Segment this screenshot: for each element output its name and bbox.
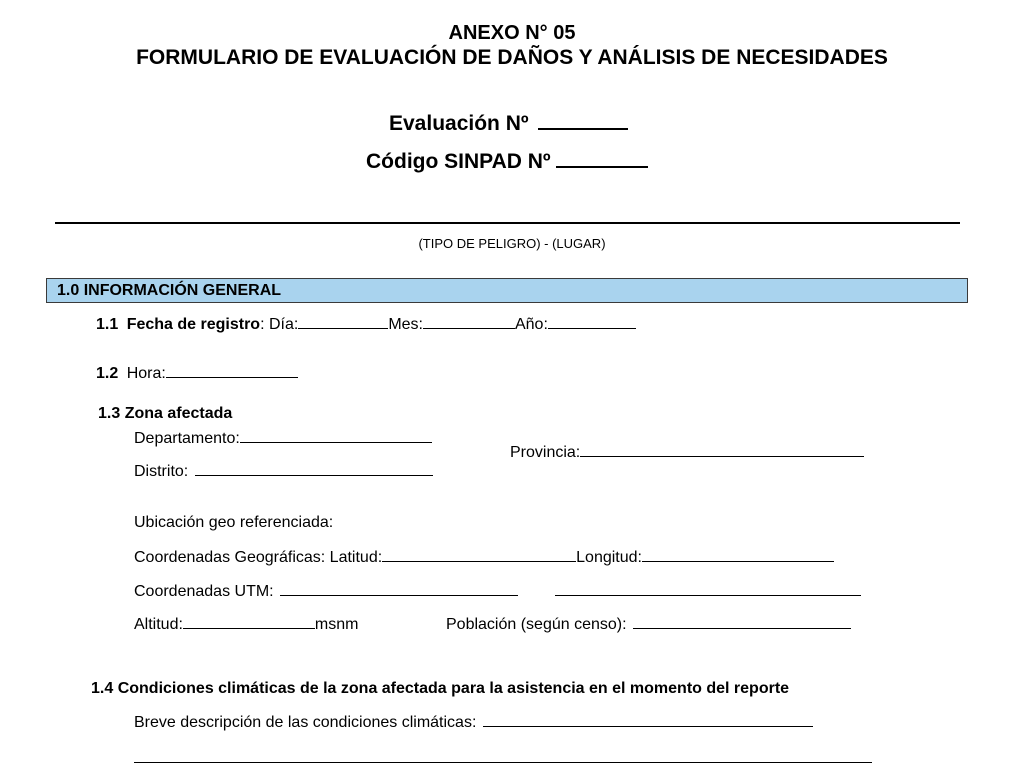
hora-row [96,363,298,383]
form-title: FORMULARIO DE EVALUACIÓN DE DAÑOS Y ANÁLISIS DE NECESIDADES [136,46,888,69]
latitud-field[interactable] [382,547,576,562]
codigo-input-line[interactable] [556,165,648,168]
mes-label: Mes: [388,316,423,333]
hora-label: Hora: [126,365,166,382]
longitud-label: Longitud: [576,549,642,566]
altitud-field[interactable] [183,614,315,629]
fecha-number: 1.1 [96,316,119,333]
anio-field[interactable] [548,314,636,329]
distrito-field[interactable] [195,461,433,476]
latitud-label: Coordenadas Geográficas: Latitud: [134,549,383,566]
fecha-label: Fecha de registro [126,316,261,333]
hora-number: 1.2 [96,365,119,382]
zona-label: Zona afectada [124,405,233,422]
section-title: 1.0 INFORMACIÓN GENERAL [57,282,282,299]
hora-field[interactable] [166,363,298,378]
zona-number: 1.3 [98,405,121,422]
clima-label: Condiciones climáticas de la zona afectada para la asistencia en el momento del reporte [117,680,790,697]
clima-heading [91,680,789,698]
clima-descripcion-field-2[interactable] [134,762,872,763]
departamento-field[interactable] [240,428,432,443]
evaluacion-number [389,112,628,136]
provincia-label: Provincia: [510,444,581,461]
altitud-label: Altitud: [134,616,183,633]
codigo-label: Código SINPAD Nº [366,150,551,173]
poblacion-row [446,614,851,634]
longitud-field[interactable] [642,547,834,562]
departamento-label: Departamento: [134,430,240,447]
clima-descripcion-field[interactable] [483,712,813,727]
msnm-label: msnm [314,616,359,633]
annex-title: ANEXO N° 05 [448,22,576,44]
provincia-row [510,442,864,462]
coordenadas-geo-row [134,547,834,567]
dia-field[interactable] [298,314,388,329]
clima-descripcion-row [134,712,813,732]
altitud-row [134,614,358,634]
utm-field-2[interactable] [555,581,861,596]
header-divider [55,222,960,224]
departamento-row [134,428,432,448]
evaluacion-input-line[interactable] [538,127,628,130]
zona-afectada-heading [98,405,232,423]
clima-descripcion-label: Breve descripción de las condiciones climáticas: [134,714,477,731]
coordenadas-utm-row [134,581,861,601]
utm-field-1[interactable] [280,581,518,596]
distrito-label: Distrito: [134,463,189,480]
tipo-peligro-lugar: (TIPO DE PELIGRO) - (LUGAR) [418,236,606,251]
fecha-registro-row [96,314,636,334]
utm-label: Coordenadas UTM: [134,583,274,600]
section-informacion-general [46,278,968,303]
codigo-sinpad [366,150,648,174]
distrito-row [134,461,433,481]
mes-field[interactable] [423,314,515,329]
provincia-field[interactable] [580,442,864,457]
evaluacion-label: Evaluación Nº [389,112,529,135]
anio-label: Año: [514,316,548,333]
poblacion-field[interactable] [633,614,851,629]
poblacion-label: Población (según censo): [446,616,627,633]
clima-number: 1.4 [91,680,114,697]
ubicacion-label: Ubicación geo referenciada: [134,514,334,531]
dia-label: : Día: [260,316,299,333]
